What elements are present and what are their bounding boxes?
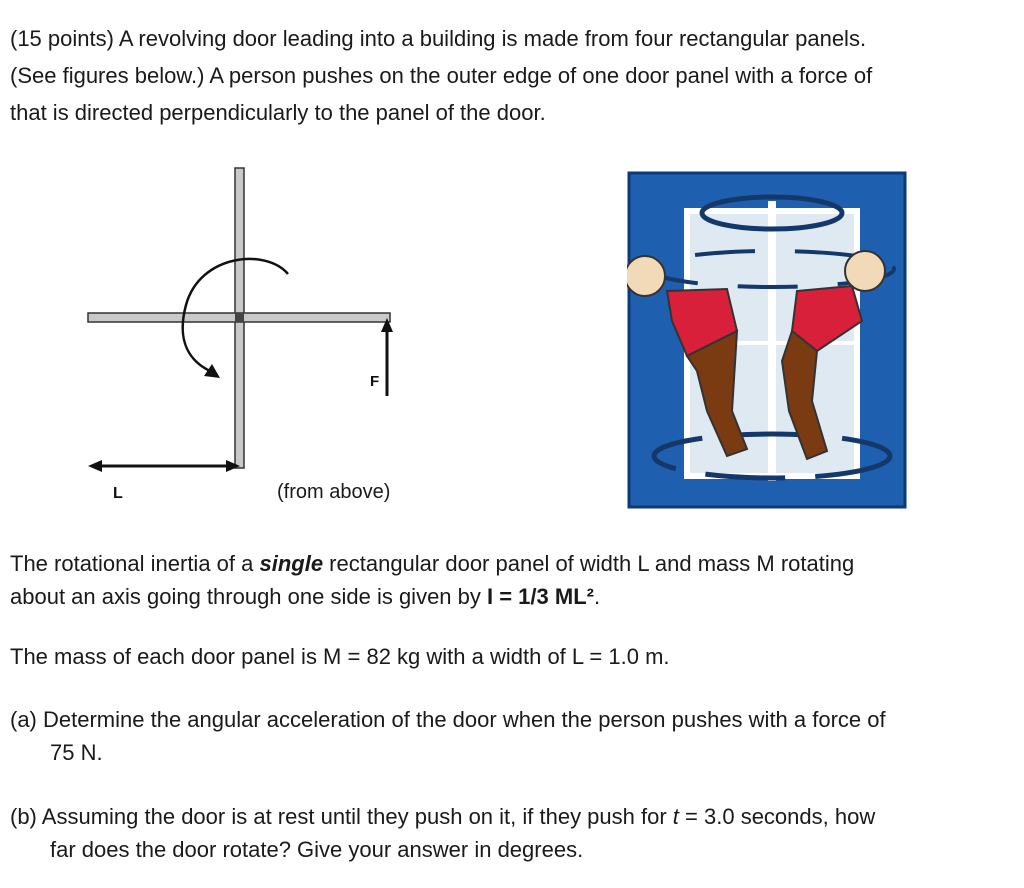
- part-b-text-end: = 3.0 seconds, how: [678, 804, 876, 829]
- intro-line-2: (See figures below.) A person pushes on the outer edge of one door panel with a force of: [10, 63, 873, 88]
- part-a-line-1: (a) Determine the angular acceleration of the door when the person pushes with a force of: [10, 707, 886, 732]
- inertia-text-start: The rotational inertia of a: [10, 551, 260, 576]
- intro-line-3: that is directed perpendicularly to the panel of the door.: [10, 100, 546, 125]
- part-b-time-variable: t: [672, 804, 679, 829]
- person-right-head: [845, 251, 885, 291]
- rotation-axis: [235, 313, 244, 322]
- rotation-arrowhead-icon: [204, 364, 220, 378]
- mass-paragraph: The mass of each door panel is M = 82 kg with a width of L = 1.0 m.: [10, 644, 670, 669]
- inertia-text-line2: about an axis going through one side is given by: [10, 584, 487, 609]
- part-a-line-2: 75 N.: [50, 740, 103, 765]
- part-b-text-start: (b) Assuming the door is at rest until they push on it, if they push for: [10, 804, 673, 829]
- inertia-formula: I = 1/3 ML²: [487, 584, 594, 609]
- part-b-line-2: far does the door rotate? Give your answer in degrees.: [50, 837, 584, 862]
- force-label: F: [370, 373, 380, 390]
- inertia-text-end: .: [593, 584, 601, 609]
- door-diagram-top-view: [80, 160, 430, 510]
- part-a-question: [10, 703, 1010, 769]
- intro-line-1: (15 points) A revolving door leading into a building is made from four rectangular panels.: [10, 26, 867, 51]
- revolving-door-illustration: [627, 171, 907, 509]
- part-b-question: [10, 800, 1010, 866]
- figure-caption: (from above): [277, 481, 391, 503]
- intro-paragraph: [10, 20, 1010, 131]
- inertia-text-mid: rectangular door panel of width L and mass M rotating: [323, 551, 855, 576]
- length-arrowhead-left-icon: [88, 460, 102, 472]
- inertia-paragraph: [10, 547, 1010, 613]
- length-label: L: [113, 485, 123, 502]
- person-left-head: [627, 256, 665, 296]
- inertia-emphasis-single: single: [259, 551, 324, 576]
